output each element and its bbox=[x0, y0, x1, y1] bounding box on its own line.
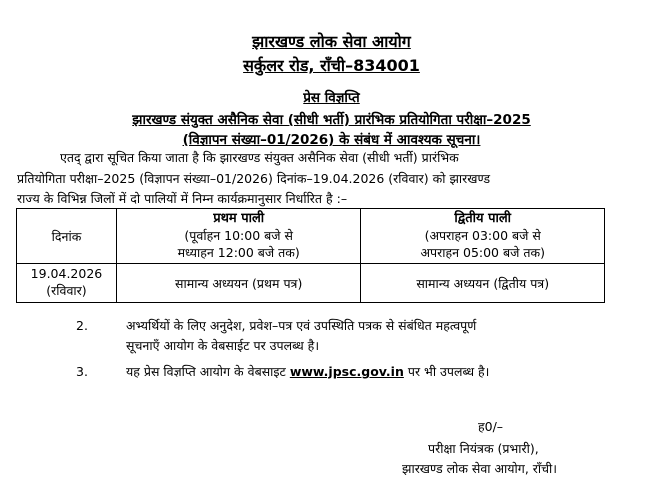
notice-title: प्रेस विज्ञप्ति bbox=[303, 90, 360, 106]
point3-text-pre: यह प्रेस विज्ञप्ति आयोग के वेबसाइट bbox=[126, 364, 286, 379]
notice-subject-line1: झारखण्ड संयुक्त असैनिक सेवा (सीधी भर्ती) प्रारंभिक प्रतियोगिता परीक्षा–2025 bbox=[132, 112, 531, 128]
organization-address: सर्कुलर रोड, राँची–834001 bbox=[243, 56, 420, 75]
notice-subject-line2: (विज्ञापन संख्या–01/2026) के संबंध में आवश्यक सूचना। bbox=[182, 132, 481, 148]
row-date: 19.04.2026 bbox=[30, 266, 103, 281]
exam-schedule-table bbox=[16, 208, 605, 303]
signature-mark: ह0/– bbox=[478, 419, 504, 434]
intro-line1: एतद् द्वारा सूचित किया जाता है कि झारखण्ड संयुक्त असैनिक सेवा (सीधी भर्ती) प्रारंभिक bbox=[60, 150, 459, 165]
shift1-title: प्रथम पाली bbox=[213, 211, 265, 226]
point2-number: 2. bbox=[76, 318, 88, 333]
signature-organization: झारखण्ड लोक सेवा आयोग, राँची। bbox=[402, 461, 558, 476]
row-day: (रविवार) bbox=[46, 283, 87, 298]
shift2-time-start: (अपराहन 03:00 बजे से bbox=[424, 228, 541, 243]
intro-line2: प्रतियोगिता परीक्षा–2025 (विज्ञापन संख्या–01/2026) दिनांक–19.04.2026 (रविवार) को झारखण्ड bbox=[17, 171, 491, 186]
shift1-time-start: (पूर्वाहन 10:00 बजे से bbox=[184, 228, 293, 243]
shift1-time-end: मध्याहन 12:00 बजे तक) bbox=[177, 245, 300, 260]
organization-name: झारखण्ड लोक सेवा आयोग bbox=[252, 32, 411, 51]
row-shift2-paper: सामान्य अध्ययन (द्वितीय पत्र) bbox=[361, 264, 605, 303]
shift1-header bbox=[116, 209, 361, 264]
point2-line1: अभ्यर्थियों के लिए अनुदेश, प्रवेश–पत्र एवं उपस्थिति पत्रक से संबंधित महत्वपूर्ण bbox=[126, 318, 477, 333]
row-shift1-paper: सामान्य अध्ययन (प्रथम पत्र) bbox=[116, 264, 361, 303]
table-header-row bbox=[17, 209, 605, 264]
point2-line2: सूचनाएँ आयोग के वेबसाईट पर उपलब्ध है। bbox=[126, 338, 320, 353]
row-date-cell bbox=[17, 264, 117, 303]
date-header: दिनांक bbox=[17, 209, 117, 264]
website-link[interactable]: www.jpsc.gov.in bbox=[289, 364, 404, 379]
point3-text-post: पर भी उपलब्ध है। bbox=[407, 364, 490, 379]
signature-designation: परीक्षा नियंत्रक (प्रभारी), bbox=[428, 441, 539, 456]
point3-text bbox=[126, 362, 489, 382]
table-row bbox=[17, 264, 605, 303]
shift2-header bbox=[361, 209, 605, 264]
point3-number: 3. bbox=[76, 364, 88, 379]
intro-line3: राज्य के विभिन्न जिलों में दो पालियों में निम्न कार्यक्रमानुसार निर्धारित है :– bbox=[17, 191, 348, 206]
shift2-title: द्वितीय पाली bbox=[454, 211, 512, 226]
shift2-time-end: अपराहन 05:00 बजे तक) bbox=[420, 245, 545, 260]
